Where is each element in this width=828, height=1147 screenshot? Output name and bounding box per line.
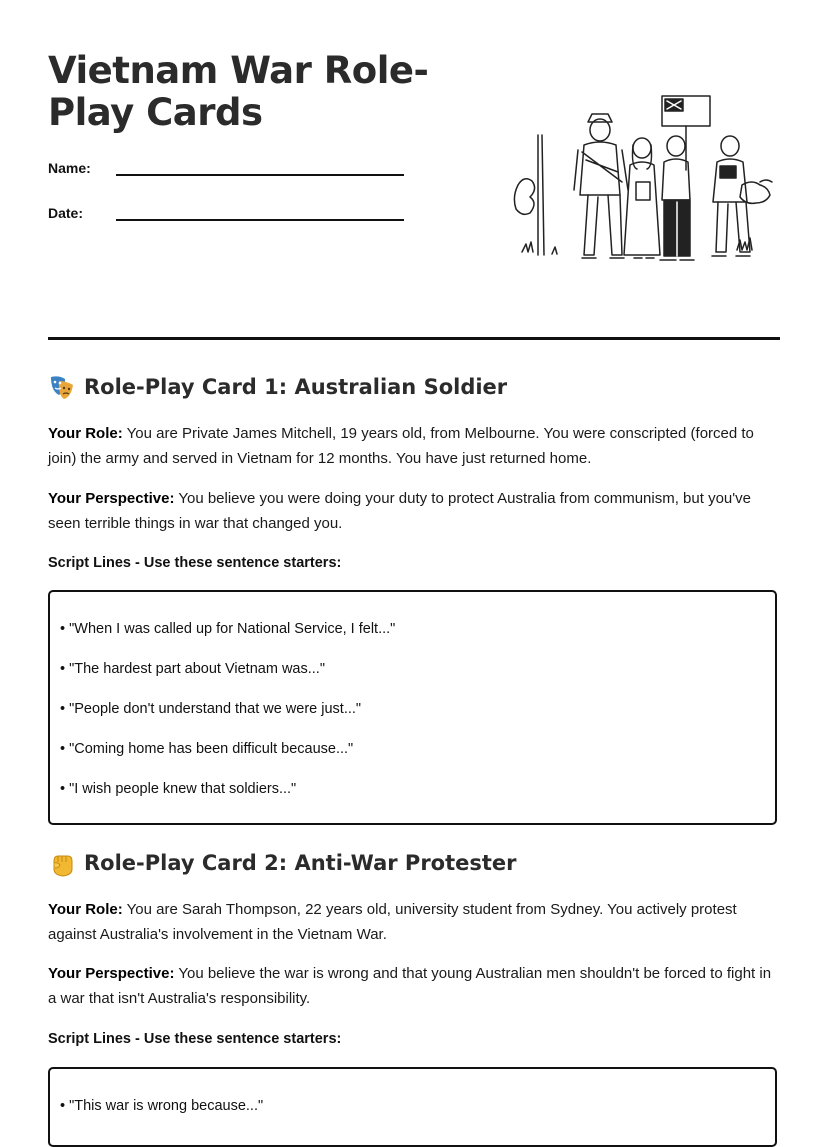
card-1-perspective bbox=[48, 487, 783, 536]
name-line[interactable] bbox=[116, 174, 404, 176]
name-field[interactable] bbox=[48, 160, 408, 184]
card-2-role-text: You are Sarah Thompson, 22 years old, university student from Sydney. You actively protest against Australia's involvement in the Vietnam War. bbox=[48, 901, 737, 943]
script-line: • "Coming home has been difficult because..." bbox=[60, 741, 354, 757]
card-1-perspective-label: Your Perspective: bbox=[48, 490, 175, 507]
script-line: • "The hardest part about Vietnam was..." bbox=[60, 661, 325, 677]
date-line[interactable] bbox=[116, 219, 404, 221]
card-2-script-label: Script Lines - Use these sentence starters: bbox=[48, 1031, 342, 1047]
card-1-role-text: You are Private James Mitchell, 19 years old, from Melbourne. You were conscripted (forced to join) the army and served in Vietnam for 12 months. You have just returned home. bbox=[48, 425, 754, 467]
script-line: • "This war is wrong because..." bbox=[60, 1098, 264, 1114]
card-1-script-label: Script Lines - Use these sentence starters: bbox=[48, 555, 342, 571]
card-2-title: Role-Play Card 2: Anti-War Protester bbox=[84, 851, 517, 875]
card-1-heading bbox=[48, 373, 507, 401]
card-1-perspective-text: You believe you were doing your duty to protect Australia from communism, but you've seen terrible things in war that changed you. bbox=[48, 490, 751, 532]
card-2-perspective bbox=[48, 962, 783, 1011]
name-label: Name: bbox=[48, 160, 91, 176]
card-1-role bbox=[48, 422, 783, 471]
role-play-illustration bbox=[512, 90, 780, 290]
theater-masks-icon bbox=[48, 373, 76, 401]
card-2-script-box bbox=[48, 1067, 777, 1147]
card-2-role bbox=[48, 898, 783, 947]
script-line: • "People don't understand that we were just..." bbox=[60, 701, 362, 717]
date-field[interactable] bbox=[48, 205, 408, 229]
script-line: • "I wish people knew that soldiers..." bbox=[60, 781, 297, 797]
raised-fist-icon bbox=[48, 849, 76, 877]
worksheet-title: Vietnam War Role-Play Cards bbox=[48, 49, 429, 134]
card-2-perspective-text: You believe the war is wrong and that young Australian men shouldn't be forced to fight in a war that isn't Australia's responsibility. bbox=[48, 965, 772, 1007]
card-1-script-box bbox=[48, 590, 777, 825]
script-line: • "When I was called up for National Service, I felt..." bbox=[60, 621, 396, 637]
card-1-role-label: Your Role: bbox=[48, 425, 123, 442]
section-divider bbox=[48, 337, 780, 340]
date-label: Date: bbox=[48, 205, 84, 221]
card-1-title: Role-Play Card 1: Australian Soldier bbox=[84, 375, 508, 399]
card-2-perspective-label: Your Perspective: bbox=[48, 965, 175, 982]
card-2-heading bbox=[48, 849, 517, 877]
card-2-role-label: Your Role: bbox=[48, 901, 123, 918]
